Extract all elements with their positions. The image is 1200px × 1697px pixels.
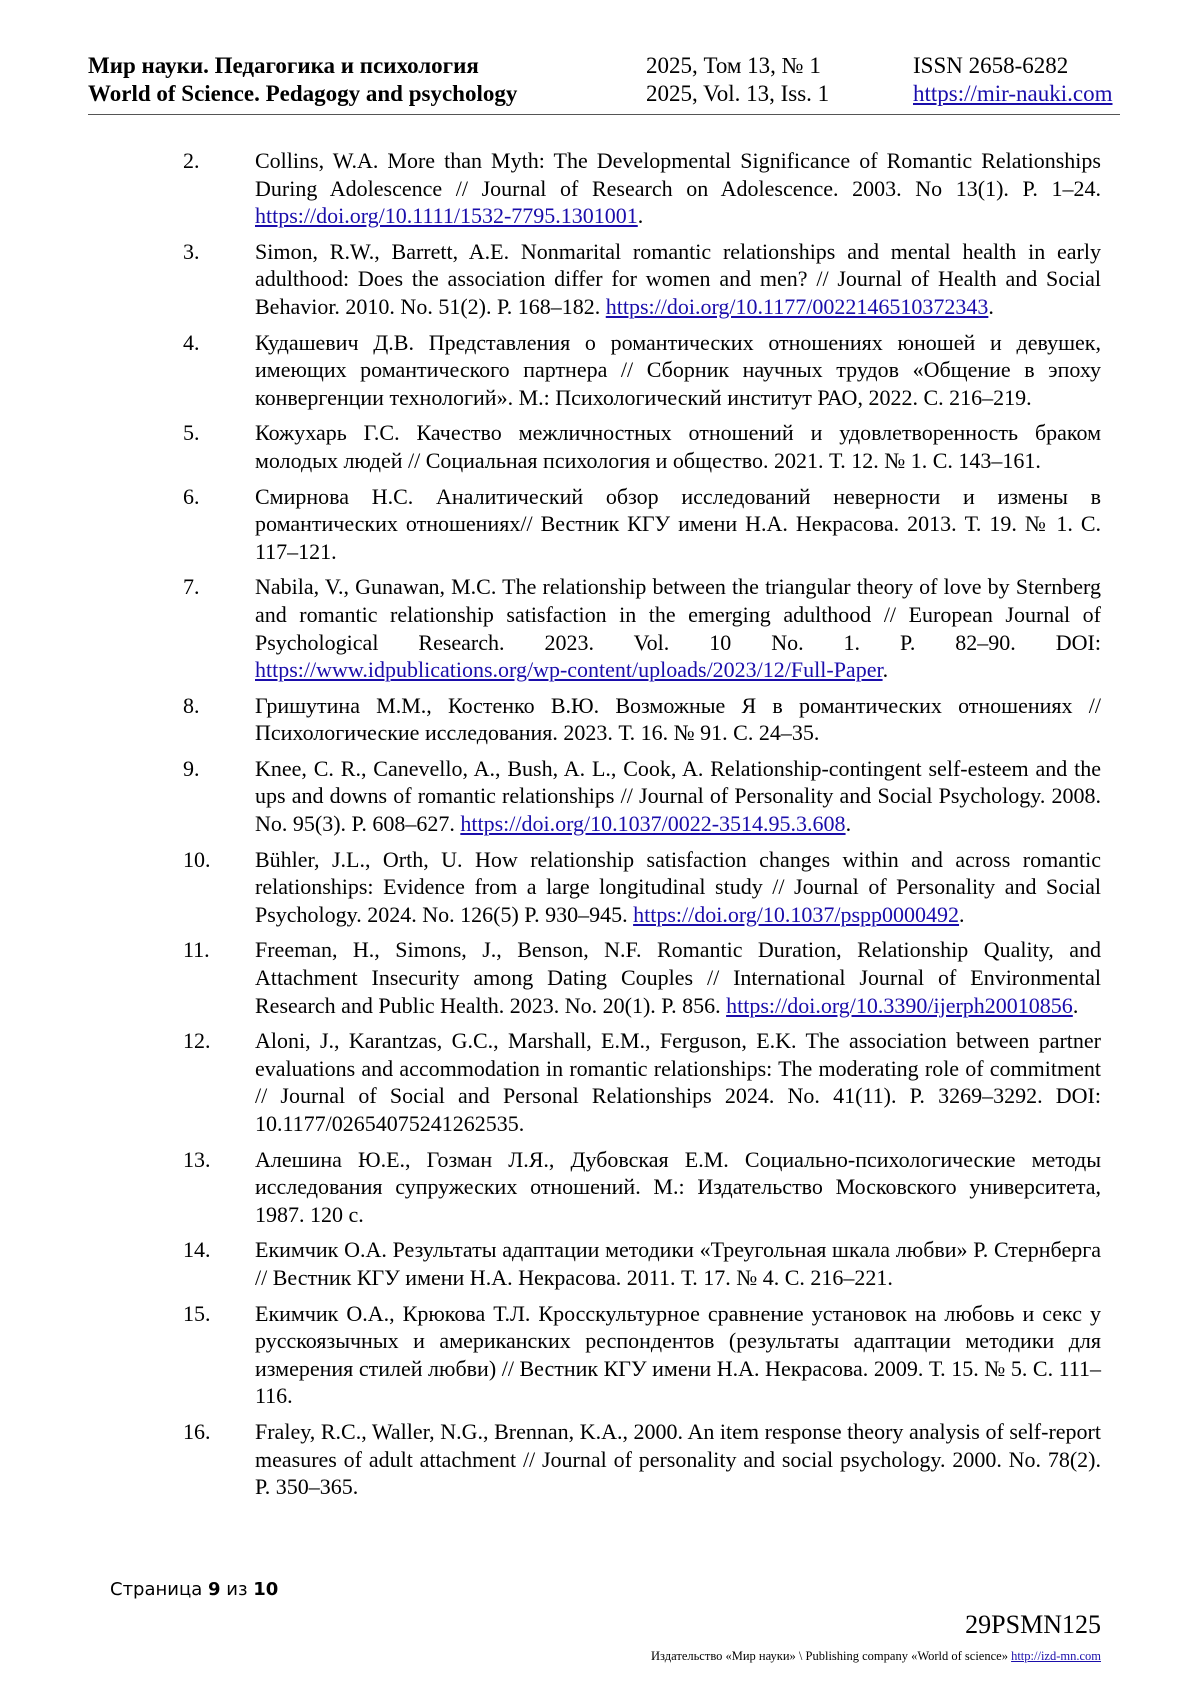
page-number <box>110 1579 278 1600</box>
journal-volume <box>646 52 829 108</box>
reference-item <box>88 846 1101 929</box>
publisher-link[interactable]: http://izd-mn.com <box>1011 1649 1101 1663</box>
reference-text: Екимчик О.А., Крюкова Т.Л. Кросскультурное сравнение установок на любовь и секс у русскоязычных и американских респондентов (результаты адаптации методики для измерения стилей любви) // Вестник КГУ имени Н.А. Некрасова. 2009. Т. 15. № 5. С. 111–116. <box>255 1300 1101 1409</box>
reference-item <box>88 755 1101 838</box>
reference-tail: . <box>637 203 644 229</box>
reference-number: 2. <box>183 148 200 173</box>
reference-tail: . <box>882 657 889 683</box>
issn: ISSN 2658-6282 <box>913 53 1069 78</box>
page-total: 10 <box>253 1579 279 1600</box>
journal-title <box>88 52 517 108</box>
reference-number: 6. <box>183 483 200 509</box>
volume-en: 2025, Vol. 13, Iss. 1 <box>646 81 830 106</box>
reference-doi-link[interactable]: https://doi.org/10.1037/0022-3514.95.3.608 <box>460 811 846 837</box>
reference-item <box>88 936 1101 1019</box>
page-current: 9 <box>208 1579 221 1600</box>
reference-tail: . <box>845 811 852 837</box>
reference-item <box>88 1027 1101 1137</box>
reference-number: 4. <box>183 329 200 355</box>
reference-number: 8. <box>183 692 200 718</box>
reference-text: Collins, W.A. More than Myth: The Developmental Significance of Romantic Relationships During Adolescence // Journal of Research on Adolescence. 2003. No 13(1). P. 1–24. <box>255 148 1101 201</box>
reference-text: Екимчик О.А. Результаты адаптации методики «Треугольная шкала любви» Р. Стернберга // Вестник КГУ имени Н.А. Некрасова. 2011. Т. 17. № 4. С. 216–221. <box>255 1237 1101 1290</box>
reference-item <box>88 329 1101 412</box>
reference-text: Гришутина М.М., Костенко В.Ю. Возможные Я в романтических отношениях // Психологические исследования. 2023. Т. 16. № 91. С. 24–35. <box>255 692 1101 746</box>
reference-number: 14. <box>183 1237 211 1263</box>
reference-number: 5. <box>183 420 200 446</box>
article-code: 29PSMN125 <box>965 1610 1101 1639</box>
reference-item <box>88 1146 1101 1229</box>
reference-text: Bühler, J.L., Orth, U. How relationship satisfaction changes within and across romantic relationships: Evidence from a large longitudinal study // Journal of Personality and Social Psychology. 2024. No. 126(5) P. 930–945. <box>255 846 1101 927</box>
journal-meta <box>913 52 1113 108</box>
reference-doi-link[interactable]: https://doi.org/10.1111/1532-7795.1301001 <box>255 203 638 229</box>
journal-site-link[interactable]: https://mir-nauki.com <box>913 81 1113 106</box>
page-word: Страница <box>110 1579 203 1600</box>
reference-doi-link[interactable]: https://www.idpublications.org/wp-content/uploads/2023/12/Full-Paper <box>255 657 883 683</box>
reference-item <box>88 483 1101 566</box>
reference-tail: . <box>959 901 965 927</box>
reference-text: Simon, R.W., Barrett, A.E. Nonmarital romantic relationships and mental health in early adulthood: Does the association differ for women and men? // Journal of Health and Social Behavior. 2010. No. 51(2). P. 168–182. <box>255 238 1101 319</box>
reference-number: 3. <box>183 238 200 264</box>
publisher-text: Издательство «Мир науки» \ Publishing company «World of science» <box>651 1649 1012 1663</box>
reference-item <box>88 419 1101 474</box>
reference-number: 7. <box>183 574 200 600</box>
reference-tail: . <box>1072 992 1079 1018</box>
journal-title-ru: Мир науки. Педагогика и психология <box>88 53 479 78</box>
reference-text: Кожухарь Г.С. Качество межличностных отношений и удовлетворенность браком молодых людей // Социальная психология и общество. 2021. Т. 12. № 1. С. 143–161. <box>255 420 1101 473</box>
journal-title-en: World of Science. Pedagogy and psychology <box>88 81 518 106</box>
reference-tail: . <box>988 293 994 319</box>
reference-number: 15. <box>183 1300 211 1326</box>
reference-item <box>88 573 1101 683</box>
reference-text: Nabila, V., Gunawan, M.C. The relationship between the triangular theory of love by Sternberg and romantic relationship satisfaction in the emerging adulthood // European Journal of Psychological Research. 2023. Vol. 10 No. 1. P. 82–90. DOI: <box>255 574 1101 655</box>
reference-number: 12. <box>183 1028 211 1054</box>
reference-number: 13. <box>183 1146 211 1172</box>
reference-doi-link[interactable]: https://doi.org/10.1037/pspp0000492 <box>633 901 960 927</box>
reference-text: Смирнова Н.С. Аналитический обзор исследований неверности и измены в романтических отношениях// Вестник КГУ имени Н.А. Некрасова. 2013. Т. 19. № 1. С. 117–121. <box>255 483 1101 564</box>
reference-item <box>88 238 1101 321</box>
page-header <box>88 52 1120 115</box>
reference-item <box>88 1236 1101 1291</box>
reference-list <box>88 147 1101 1509</box>
volume-ru: 2025, Том 13, № 1 <box>646 53 821 78</box>
reference-text: Алешина Ю.Е., Гозман Л.Я., Дубовская Е.М. Социально-психологические методы исследования супружеских отношений. М.: Издательство Московского университета, 1987. 120 с. <box>255 1146 1101 1227</box>
reference-item <box>88 1418 1101 1501</box>
reference-text: Кудашевич Д.В. Представления о романтических отношениях юношей и девушек, имеющих романтического партнера // Сборник научных трудов «Общение в эпоху конвергенции технологий». М.: Психологический институт РАО, 2022. С. 216–219. <box>255 329 1101 410</box>
reference-text: Aloni, J., Karantzas, G.C., Marshall, E.M., Ferguson, E.K. The association between partner evaluations and accommodation in romantic relationships: The moderating role of commitment // Journal of Social and Personal Relationships 2024. No. 41(11). P. 3269–3292. DOI: 10.1177/02654075241262535. <box>255 1028 1101 1136</box>
publisher-line <box>651 1649 1101 1664</box>
reference-doi-link[interactable]: https://doi.org/10.3390/ijerph20010856 <box>726 992 1073 1018</box>
reference-number: 9. <box>183 755 200 781</box>
page-of: из <box>226 1579 248 1600</box>
reference-text: Knee, C. R., Canevello, A., Bush, A. L., Cook, A. Relationship-contingent self-esteem and the ups and downs of romantic relationships // Journal of Personality and Social Psychology. 2008. No. 95(3). P. 608–627. <box>255 755 1101 837</box>
reference-text: Fraley, R.C., Waller, N.G., Brennan, K.A., 2000. An item response theory analysis of self-report measures of adult attachment // Journal of personality and social psychology. 2000. No. 78(2). P. 350–365. <box>255 1418 1101 1500</box>
reference-number: 16. <box>183 1418 211 1444</box>
reference-item <box>88 692 1101 747</box>
reference-item <box>88 1300 1101 1410</box>
reference-number: 10. <box>183 846 211 872</box>
reference-doi-link[interactable]: https://doi.org/10.1177/0022146510372343 <box>605 293 989 319</box>
reference-text: Freeman, H., Simons, J., Benson, N.F. Romantic Duration, Relationship Quality, and Attachment Insecurity among Dating Couples // International Journal of Environmental Research and Public Health. 2023. No. 20(1). P. 856. <box>255 937 1101 1018</box>
reference-number: 11. <box>183 937 210 963</box>
reference-item <box>88 147 1101 230</box>
